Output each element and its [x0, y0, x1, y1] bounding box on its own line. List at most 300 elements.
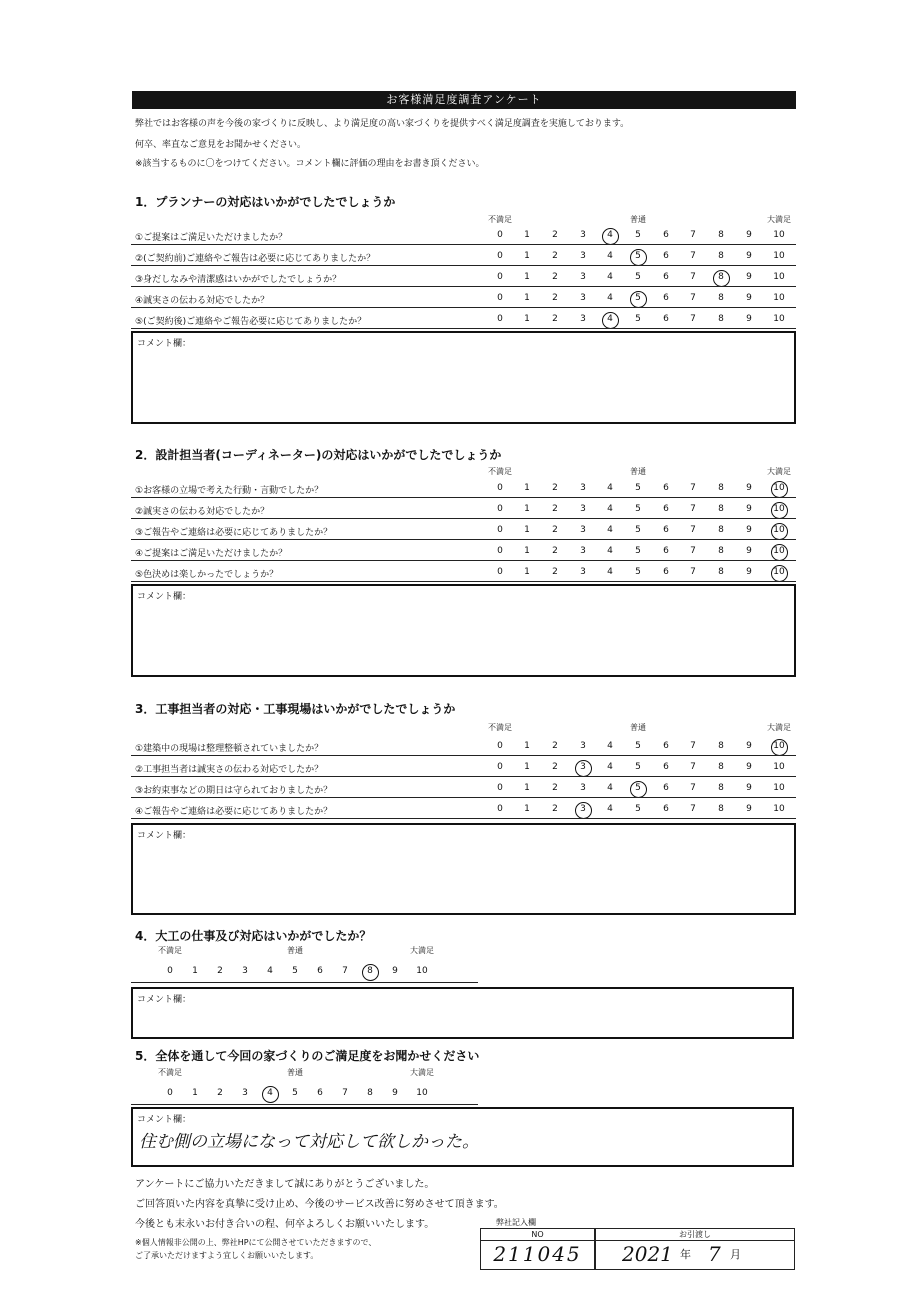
section-4-option-2[interactable]: [210, 966, 230, 976]
section-2-comment-box[interactable]: [131, 584, 796, 677]
section-3-q4-option-4[interactable]: [600, 804, 620, 814]
section-1-q2-option-3[interactable]: [573, 251, 593, 261]
section-1-q1-option-6[interactable]: [656, 230, 676, 240]
scale-label-low: 不満足: [488, 215, 512, 224]
section-3-q1-option-0[interactable]: [490, 741, 510, 751]
section-1-q1-option-5[interactable]: [628, 230, 648, 240]
scale-value: 8: [718, 314, 724, 324]
scale-value: 3: [242, 1088, 248, 1098]
section-1-q2-option-7[interactable]: [683, 251, 703, 261]
section-5-option-3[interactable]: [235, 1088, 255, 1098]
scale-value: 5: [635, 546, 641, 556]
section-2-q3-option-4[interactable]: [600, 525, 620, 535]
section-3-q2-option-4[interactable]: [600, 762, 620, 772]
section-5-option-1[interactable]: [185, 1088, 205, 1098]
section-5-option-2[interactable]: [210, 1088, 230, 1098]
scale-value: 10: [416, 966, 428, 976]
scale-value: 7: [690, 504, 696, 514]
scale-value: 3: [580, 783, 586, 793]
section-3-q4-option-0[interactable]: [490, 804, 510, 814]
section-3-q1-option-6[interactable]: [656, 741, 676, 751]
scale-value: 9: [746, 230, 752, 240]
section-1-q3-option-4[interactable]: [600, 272, 620, 282]
section-2-q4-option-7[interactable]: [683, 546, 703, 556]
section-1-q2-option-6[interactable]: [656, 251, 676, 261]
section-2-q2-option-3[interactable]: [573, 504, 593, 514]
scale-value: 1: [524, 783, 530, 793]
scale-value: 8: [718, 804, 724, 814]
section-3-q2-option-3[interactable]: [573, 762, 593, 772]
section-2-q3-option-7[interactable]: [683, 525, 703, 535]
section-3-q2-option-1[interactable]: [517, 762, 537, 772]
section-2-q2-option-0[interactable]: [490, 504, 510, 514]
section-1-q3-option-3[interactable]: [573, 272, 593, 282]
section-4-option-8[interactable]: [360, 966, 380, 976]
section-2-q5-option-3[interactable]: [573, 567, 593, 577]
row-rule: [131, 497, 796, 498]
scale-value: 5: [635, 293, 641, 303]
section-3-question-4: ④ご報告やご連絡は必要に応じてありましたか？: [135, 807, 333, 817]
section-1-q3-option-0[interactable]: [490, 272, 510, 282]
scale-value: 4: [607, 525, 613, 535]
scale-label-high: 大満足: [767, 467, 791, 476]
section-1-q2-option-0[interactable]: [490, 251, 510, 261]
section-2-q1-option-7[interactable]: [683, 483, 703, 493]
section-1-q5-option-6[interactable]: [656, 314, 676, 324]
section-1-q5-option-7[interactable]: [683, 314, 703, 324]
section-1-q1-option-4[interactable]: [600, 230, 620, 240]
scale-value: 6: [663, 504, 669, 514]
section-3-q1-option-10[interactable]: [769, 741, 789, 751]
section-2-q5-option-6[interactable]: [656, 567, 676, 577]
scale-value: 10: [773, 546, 785, 556]
scale-value: 1: [524, 546, 530, 556]
scale-value: 8: [367, 1088, 373, 1098]
scale-value: 3: [580, 804, 586, 814]
section-2-q5-option-10[interactable]: [769, 567, 789, 577]
scale-value: 9: [746, 741, 752, 751]
section-1-q4-option-6[interactable]: [656, 293, 676, 303]
scale-value: 1: [524, 741, 530, 751]
scale-value: 0: [497, 783, 503, 793]
section-1-q3-option-6[interactable]: [656, 272, 676, 282]
scale-value: 5: [292, 966, 298, 976]
section-2-question-3: ③ご報告やご連絡は必要に応じてありましたか？: [135, 528, 333, 538]
section-4-option-10[interactable]: [412, 966, 432, 976]
selected-circle: [771, 739, 788, 756]
section-3-q4-option-5[interactable]: [628, 804, 648, 814]
scale-value: 10: [773, 314, 785, 324]
scale-value: 3: [580, 504, 586, 514]
section-1-q4-option-1[interactable]: [517, 293, 537, 303]
section-2-q1-option-10[interactable]: [769, 483, 789, 493]
scale-value: 8: [718, 483, 724, 493]
section-1-q5-option-5[interactable]: [628, 314, 648, 324]
row-rule: [131, 982, 478, 983]
scale-value: 8: [718, 525, 724, 535]
section-4-option-1[interactable]: [185, 966, 205, 976]
section-5-option-9[interactable]: [385, 1088, 405, 1098]
section-2-q5-option-0[interactable]: [490, 567, 510, 577]
section-1-q2-option-1[interactable]: [517, 251, 537, 261]
scale-value: 4: [607, 804, 613, 814]
section-1-q3-option-10[interactable]: [769, 272, 789, 282]
section-3-q2-option-7[interactable]: [683, 762, 703, 772]
scale-value: 6: [663, 525, 669, 535]
section-2-q2-option-5[interactable]: [628, 504, 648, 514]
section-5-option-5[interactable]: [285, 1088, 305, 1098]
section-3-q3-option-10[interactable]: [769, 783, 789, 793]
scale-value: 4: [607, 762, 613, 772]
scale-value: 0: [497, 804, 503, 814]
section-1-q1-option-8[interactable]: [711, 230, 731, 240]
section-2-q3-option-10[interactable]: [769, 525, 789, 535]
scale-value: 9: [746, 762, 752, 772]
scale-value: 9: [746, 483, 752, 493]
section-4-option-4[interactable]: [260, 966, 280, 976]
scale-value: 10: [773, 762, 785, 772]
scale-value: 5: [635, 251, 641, 261]
section-1-q1-option-2[interactable]: [545, 230, 565, 240]
scale-value: 5: [292, 1088, 298, 1098]
section-5-option-6[interactable]: [310, 1088, 330, 1098]
scale-value: 1: [524, 251, 530, 261]
section-2-q4-option-3[interactable]: [573, 546, 593, 556]
section-2-q5-option-7[interactable]: [683, 567, 703, 577]
section-2-q4-option-5[interactable]: [628, 546, 648, 556]
scale-value: 7: [690, 783, 696, 793]
section-3-q2-option-6[interactable]: [656, 762, 676, 772]
scale-value: 4: [607, 272, 613, 282]
section-5-option-8[interactable]: [360, 1088, 380, 1098]
section-3-q1-option-7[interactable]: [683, 741, 703, 751]
section-2-q4-option-6[interactable]: [656, 546, 676, 556]
section-1-q5-option-1[interactable]: [517, 314, 537, 324]
scale-value: 5: [635, 567, 641, 577]
section-2-q5-option-5[interactable]: [628, 567, 648, 577]
privacy-note-2: ご了承いただけますよう宜しくお願いいたします。: [135, 1251, 319, 1260]
section-1-q1-option-3[interactable]: [573, 230, 593, 240]
section-3-q1-option-5[interactable]: [628, 741, 648, 751]
section-2-q4-option-8[interactable]: [711, 546, 731, 556]
scale-value: 1: [524, 504, 530, 514]
scale-value: 5: [635, 230, 641, 240]
section-1-q3-option-5[interactable]: [628, 272, 648, 282]
section-2-q1-option-8[interactable]: [711, 483, 731, 493]
section-3-q2-option-10[interactable]: [769, 762, 789, 772]
scale-value: 4: [267, 966, 273, 976]
scale-value: 8: [718, 504, 724, 514]
scale-value: 3: [580, 230, 586, 240]
section-1-q2-option-9[interactable]: [739, 251, 759, 261]
row-rule: [131, 307, 796, 308]
scale-value: 1: [524, 230, 530, 240]
section-2-q2-option-2[interactable]: [545, 504, 565, 514]
section-3-q4-option-1[interactable]: [517, 804, 537, 814]
scale-value: 10: [773, 504, 785, 514]
section-1-q4-option-7[interactable]: [683, 293, 703, 303]
row-rule: [131, 560, 796, 561]
scale-value: 5: [635, 504, 641, 514]
section-2-q2-option-1[interactable]: [517, 504, 537, 514]
section-5-comment-box[interactable]: [131, 1107, 794, 1167]
section-2-q1-option-4[interactable]: [600, 483, 620, 493]
section-1-q3-option-7[interactable]: [683, 272, 703, 282]
handover-month: 7: [708, 1242, 721, 1266]
section-2-q5-option-4[interactable]: [600, 567, 620, 577]
section-1-q4-option-8[interactable]: [711, 293, 731, 303]
section-4-option-7[interactable]: [335, 966, 355, 976]
scale-value: 1: [524, 272, 530, 282]
scale-value: 0: [497, 567, 503, 577]
selected-circle: [362, 964, 379, 981]
section-4-comment-box[interactable]: [131, 987, 794, 1039]
section-2-q2-option-4[interactable]: [600, 504, 620, 514]
section-3-q3-option-0[interactable]: [490, 783, 510, 793]
survey-title: お客様満足度調査アンケート: [132, 91, 796, 109]
section-1-q1-option-7[interactable]: [683, 230, 703, 240]
scale-value: 8: [718, 251, 724, 261]
section-1-q5-option-4[interactable]: [600, 314, 620, 324]
section-1-q2-option-4[interactable]: [600, 251, 620, 261]
section-2-q3-option-2[interactable]: [545, 525, 565, 535]
row-rule: [131, 265, 796, 266]
section-1-q3-option-8[interactable]: [711, 272, 731, 282]
scale-value: 0: [497, 230, 503, 240]
section-2-q3-option-3[interactable]: [573, 525, 593, 535]
scale-label-mid: 普通: [630, 467, 646, 476]
section-2-q3-option-8[interactable]: [711, 525, 731, 535]
section-1-q1-option-9[interactable]: [739, 230, 759, 240]
scale-value: 3: [580, 525, 586, 535]
section-1-q2-option-8[interactable]: [711, 251, 731, 261]
comment-label: コメント欄：: [137, 339, 192, 349]
section-3-question-3: ③お約束事などの期日は守られておりましたか？: [135, 786, 333, 796]
section-1-question-2: ②(ご契約前)ご連絡やご報告は必要に応じてありましたか？: [135, 254, 376, 264]
scale-value: 7: [342, 966, 348, 976]
section-2-q4-option-4[interactable]: [600, 546, 620, 556]
section-2-q3-option-6[interactable]: [656, 525, 676, 535]
section-1-q3-option-1[interactable]: [517, 272, 537, 282]
scale-value: 4: [607, 783, 613, 793]
section-1-q4-option-4[interactable]: [600, 293, 620, 303]
section-3-q4-option-9[interactable]: [739, 804, 759, 814]
section-1-comment-box[interactable]: [131, 331, 796, 424]
section-1-q3-option-2[interactable]: [545, 272, 565, 282]
section-3-q3-option-2[interactable]: [545, 783, 565, 793]
scale-value: 6: [663, 293, 669, 303]
section-1-q4-option-2[interactable]: [545, 293, 565, 303]
scale-value: 2: [552, 762, 558, 772]
section-3-q3-option-8[interactable]: [711, 783, 731, 793]
section-4-title: 4．大工の仕事及び対応はいかがでしたか？: [135, 929, 372, 943]
scale-label-mid: 普通: [287, 1068, 303, 1077]
section-1-q2-option-2[interactable]: [545, 251, 565, 261]
section-2-q1-option-6[interactable]: [656, 483, 676, 493]
section-2-q4-option-1[interactable]: [517, 546, 537, 556]
section-3-q3-option-9[interactable]: [739, 783, 759, 793]
section-5-option-4[interactable]: [260, 1088, 280, 1098]
section-2-q1-option-1[interactable]: [517, 483, 537, 493]
scale-value: 7: [690, 741, 696, 751]
scale-value: 9: [746, 567, 752, 577]
section-3-q2-option-2[interactable]: [545, 762, 565, 772]
section-1-q2-option-5[interactable]: [628, 251, 648, 261]
scale-value: 4: [607, 567, 613, 577]
scale-value: 6: [317, 1088, 323, 1098]
section-3-question-1: ①建築中の現場は整理整頓されていましたか？: [135, 744, 324, 754]
section-3-q1-option-1[interactable]: [517, 741, 537, 751]
section-2-q2-option-6[interactable]: [656, 504, 676, 514]
section-1-q5-option-10[interactable]: [769, 314, 789, 324]
scale-value: 8: [718, 230, 724, 240]
section-4-option-9[interactable]: [385, 966, 405, 976]
scale-value: 2: [552, 741, 558, 751]
section-1-q4-option-10[interactable]: [769, 293, 789, 303]
intro-line-1: 弊社ではお客様の声を今後の家づくりに反映し、より満足度の高い家づくりを提供すべく満足度調査を実施しております。: [135, 119, 630, 129]
scale-value: 10: [773, 741, 785, 751]
scale-value: 1: [524, 567, 530, 577]
section-2-q3-option-5[interactable]: [628, 525, 648, 535]
section-1-q1-option-1[interactable]: [517, 230, 537, 240]
section-1-q4-option-0[interactable]: [490, 293, 510, 303]
section-1-q4-option-3[interactable]: [573, 293, 593, 303]
section-3-q3-option-7[interactable]: [683, 783, 703, 793]
section-3-q3-option-1[interactable]: [517, 783, 537, 793]
section-2-q4-option-9[interactable]: [739, 546, 759, 556]
privacy-note-1: ※個人情報非公開の上、弊社HPにて公開させていただきますので、: [135, 1238, 377, 1247]
section-2-q1-option-0[interactable]: [490, 483, 510, 493]
section-2-q4-option-10[interactable]: [769, 546, 789, 556]
section-2-q5-option-9[interactable]: [739, 567, 759, 577]
section-1-question-3: ③身だしなみや清潔感はいかがでしたでしょうか？: [135, 275, 342, 285]
section-1-q2-option-10[interactable]: [769, 251, 789, 261]
section-3-q2-option-9[interactable]: [739, 762, 759, 772]
section-4-option-6[interactable]: [310, 966, 330, 976]
selected-circle: [630, 249, 647, 266]
section-1-q1-option-0[interactable]: [490, 230, 510, 240]
scale-value: 2: [552, 293, 558, 303]
section-1-q4-option-9[interactable]: [739, 293, 759, 303]
section-2-question-4: ④ご提案はご満足いただけましたか？: [135, 549, 288, 559]
scale-value: 7: [690, 483, 696, 493]
selected-circle: [713, 270, 730, 287]
section-3-q3-option-5[interactable]: [628, 783, 648, 793]
scale-value: 1: [192, 1088, 198, 1098]
section-3-q3-option-6[interactable]: [656, 783, 676, 793]
row-rule: [131, 328, 796, 329]
section-1-question-5: ⑤(ご契約後)ご連絡やご報告必要に応じてありましたか？: [135, 317, 367, 327]
section-5-option-7[interactable]: [335, 1088, 355, 1098]
section-2-q3-option-9[interactable]: [739, 525, 759, 535]
scale-value: 0: [497, 272, 503, 282]
scale-value: 7: [690, 525, 696, 535]
section-3-q1-option-9[interactable]: [739, 741, 759, 751]
section-2-q2-option-10[interactable]: [769, 504, 789, 514]
scale-value: 6: [663, 762, 669, 772]
section-5-option-10[interactable]: [412, 1088, 432, 1098]
section-3-q2-option-8[interactable]: [711, 762, 731, 772]
section-2-q3-option-0[interactable]: [490, 525, 510, 535]
section-1-q5-option-0[interactable]: [490, 314, 510, 324]
section-3-q4-option-7[interactable]: [683, 804, 703, 814]
section-3-q4-option-2[interactable]: [545, 804, 565, 814]
section-2-q4-option-2[interactable]: [545, 546, 565, 556]
section-1-q3-option-9[interactable]: [739, 272, 759, 282]
section-2-q1-option-9[interactable]: [739, 483, 759, 493]
scale-value: 4: [607, 293, 613, 303]
section-1-q5-option-2[interactable]: [545, 314, 565, 324]
section-3-comment-box[interactable]: [131, 823, 796, 915]
section-2-q5-option-8[interactable]: [711, 567, 731, 577]
section-4-option-5[interactable]: [285, 966, 305, 976]
scale-value: 3: [580, 567, 586, 577]
section-3-q1-option-4[interactable]: [600, 741, 620, 751]
section-3-q2-option-5[interactable]: [628, 762, 648, 772]
section-3-q1-option-3[interactable]: [573, 741, 593, 751]
section-3-q1-option-2[interactable]: [545, 741, 565, 751]
scale-value: 7: [690, 251, 696, 261]
section-2-q2-option-7[interactable]: [683, 504, 703, 514]
section-5-option-0[interactable]: [160, 1088, 180, 1098]
section-3-q4-option-10[interactable]: [769, 804, 789, 814]
scale-value: 0: [497, 546, 503, 556]
section-1-question-1: ①ご提案はご満足いただけましたか？: [135, 233, 288, 243]
section-2-q1-option-5[interactable]: [628, 483, 648, 493]
section-1-q1-option-10[interactable]: [769, 230, 789, 240]
scale-value: 2: [552, 525, 558, 535]
section-3-q4-option-6[interactable]: [656, 804, 676, 814]
section-3-q3-option-3[interactable]: [573, 783, 593, 793]
section-4-option-0[interactable]: [160, 966, 180, 976]
section-1-q5-option-3[interactable]: [573, 314, 593, 324]
section-2-q4-option-0[interactable]: [490, 546, 510, 556]
section-3-q2-option-0[interactable]: [490, 762, 510, 772]
section-3-q3-option-4[interactable]: [600, 783, 620, 793]
scale-value: 3: [580, 546, 586, 556]
section-3-q4-option-3[interactable]: [573, 804, 593, 814]
section-2-q2-option-8[interactable]: [711, 504, 731, 514]
scale-label-low: 不満足: [488, 467, 512, 476]
scale-label-low: 不満足: [158, 946, 182, 955]
section-3-q1-option-8[interactable]: [711, 741, 731, 751]
section-2-q1-option-3[interactable]: [573, 483, 593, 493]
scale-value: 6: [663, 804, 669, 814]
scale-value: 2: [552, 230, 558, 240]
scale-label-high: 大満足: [767, 723, 791, 732]
section-3-q4-option-8[interactable]: [711, 804, 731, 814]
selected-circle: [771, 502, 788, 519]
section-4-option-3[interactable]: [235, 966, 255, 976]
scale-value: 0: [497, 483, 503, 493]
scale-label-mid: 普通: [630, 215, 646, 224]
section-2-q5-option-2[interactable]: [545, 567, 565, 577]
section-2-q1-option-2[interactable]: [545, 483, 565, 493]
section-2-q5-option-1[interactable]: [517, 567, 537, 577]
section-1-q4-option-5[interactable]: [628, 293, 648, 303]
scale-value: 9: [746, 804, 752, 814]
section-1-q5-option-9[interactable]: [739, 314, 759, 324]
section-1-q5-option-8[interactable]: [711, 314, 731, 324]
scale-value: 10: [416, 1088, 428, 1098]
scale-value: 6: [663, 483, 669, 493]
section-2-question-1: ①お客様の立場で考えた行動・言動でしたか？: [135, 486, 324, 496]
section-2-q3-option-1[interactable]: [517, 525, 537, 535]
comment-label: コメント欄：: [137, 1115, 192, 1125]
section-2-q2-option-9[interactable]: [739, 504, 759, 514]
scale-value: 3: [580, 741, 586, 751]
scale-value: 4: [607, 251, 613, 261]
